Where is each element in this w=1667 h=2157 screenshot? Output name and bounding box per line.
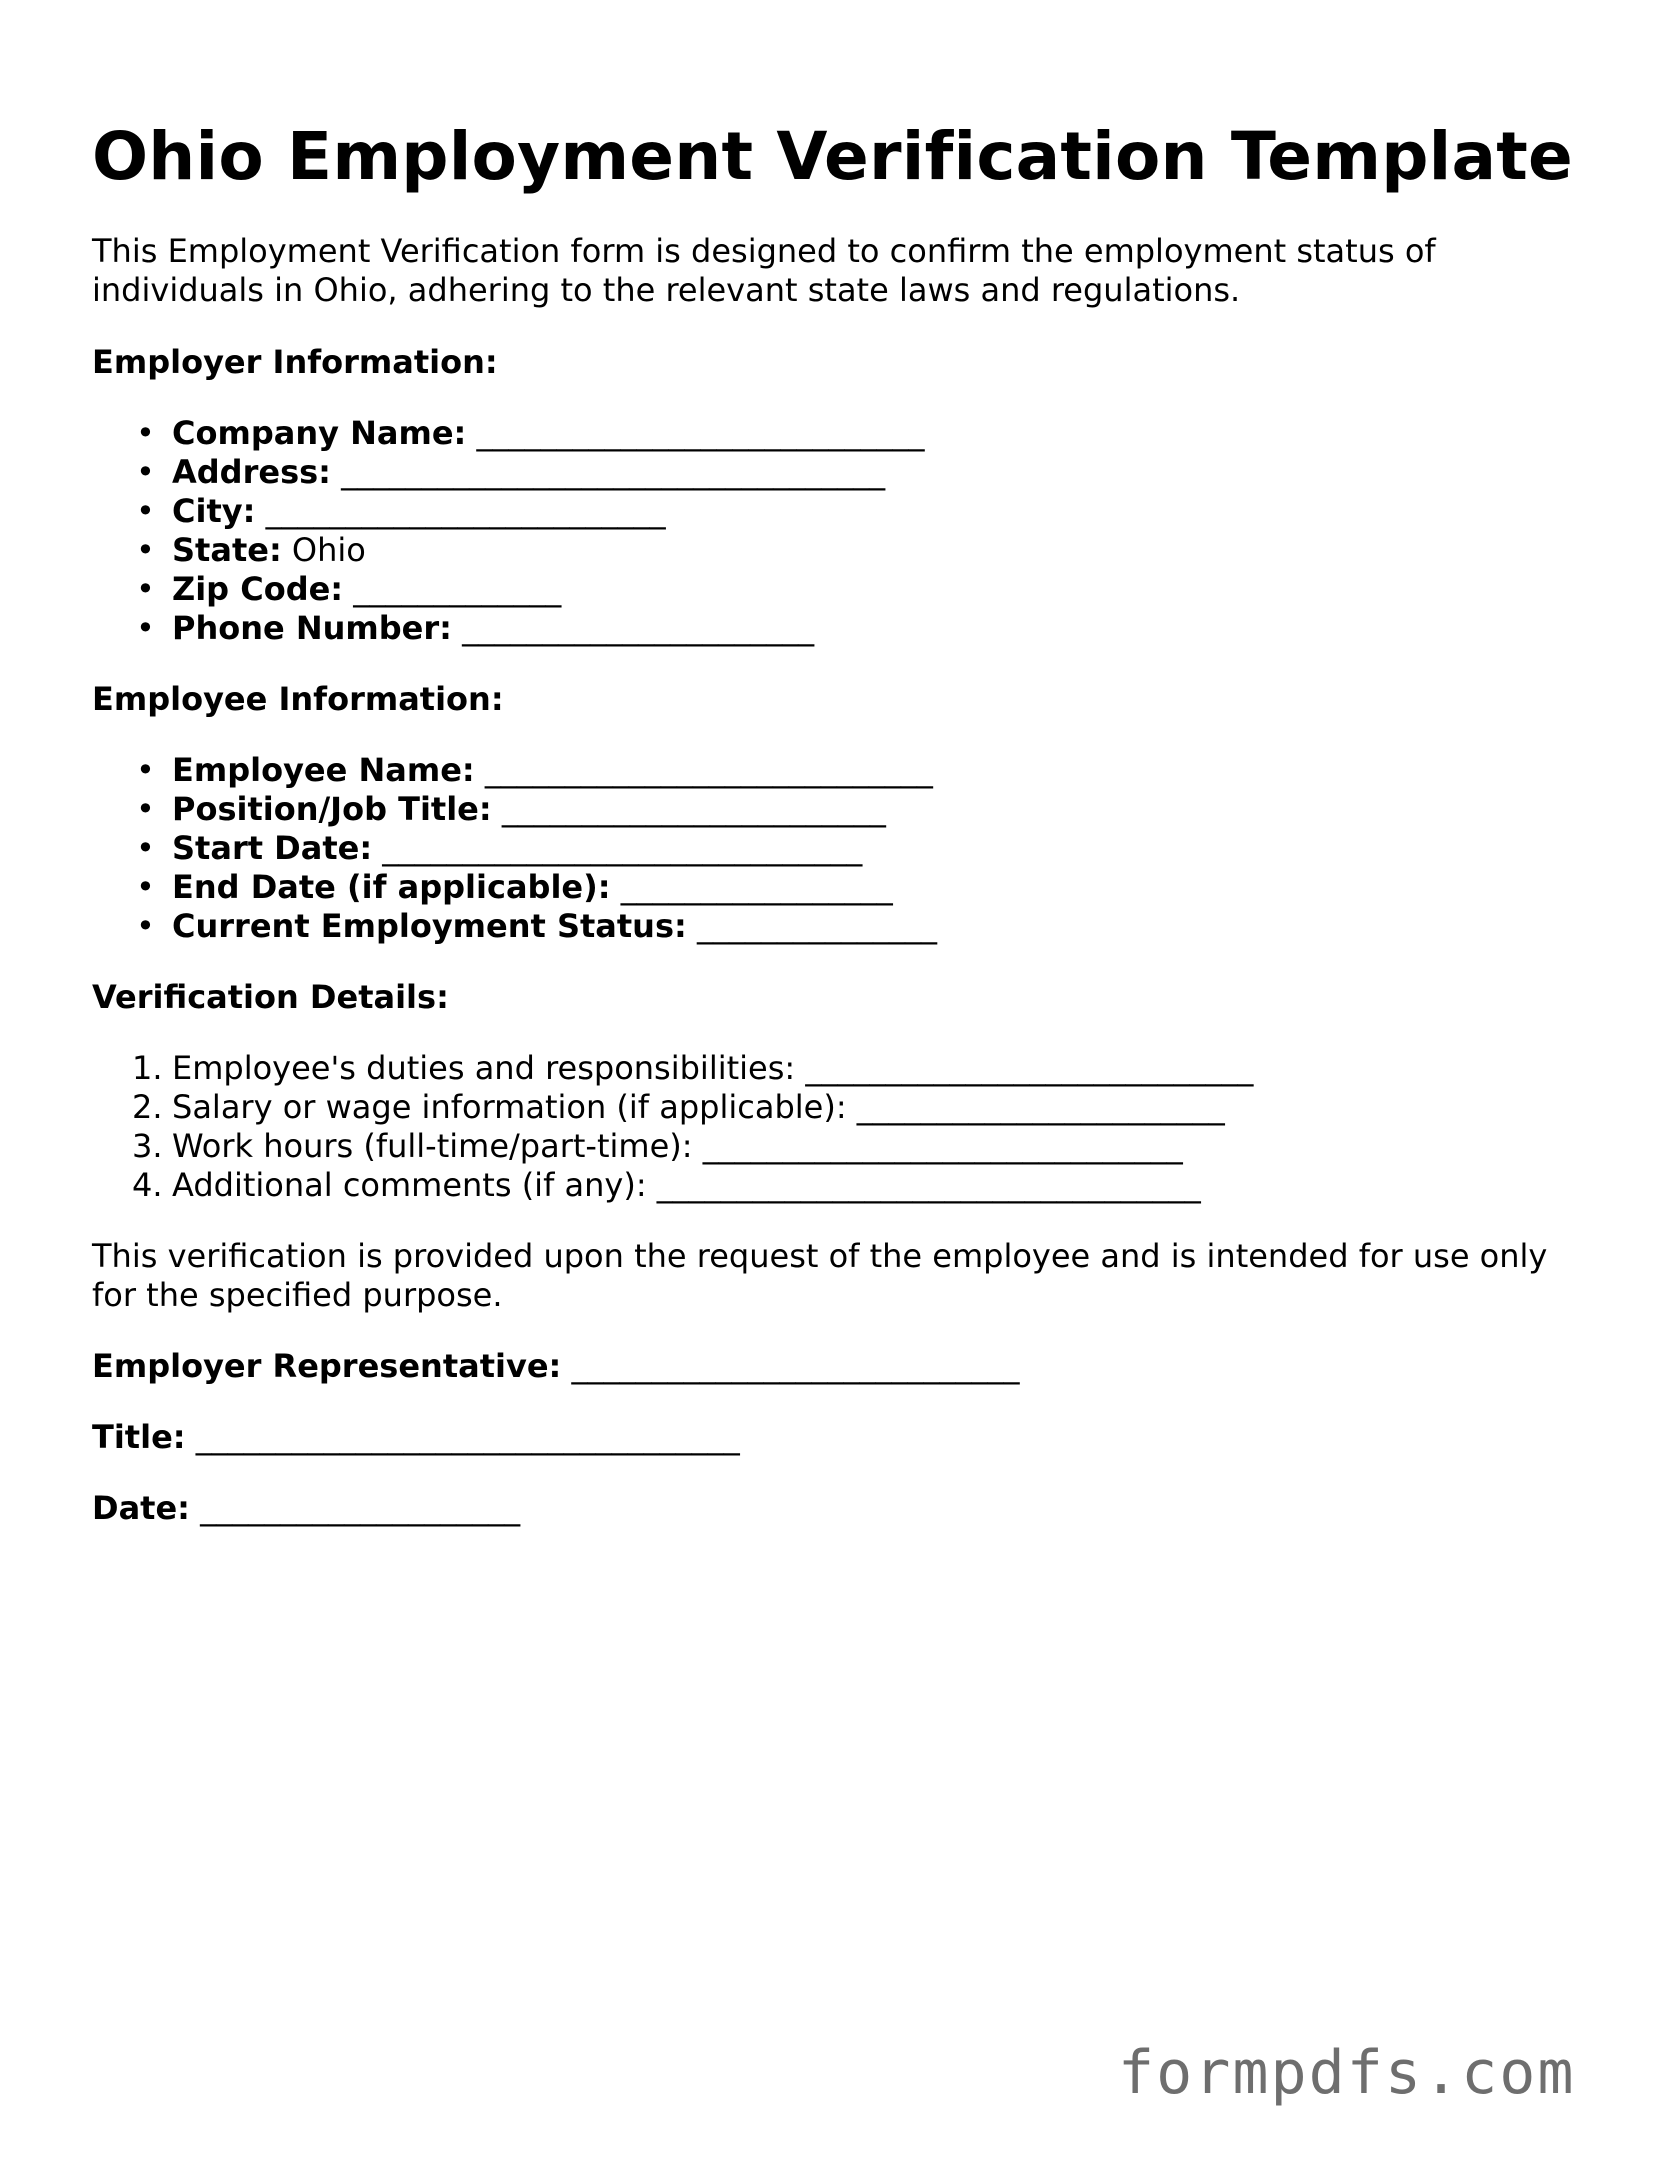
verification-heading: Verification Details: — [92, 978, 449, 1016]
state-value: Ohio — [281, 531, 366, 569]
field-blank: _________________ — [610, 868, 893, 906]
field-blank: _____________ — [343, 570, 562, 608]
employee-list — [92, 751, 1592, 946]
verification-item — [132, 1049, 1592, 1088]
date-line: Date: ____________________ — [92, 1489, 521, 1527]
field-blank: ________________________ — [491, 790, 886, 828]
bullet-icon: • — [136, 751, 155, 789]
bullet-icon: • — [136, 907, 155, 945]
field-blank: _______________ — [686, 907, 937, 945]
item-text: Employee's duties and responsibilities: ____________________________ — [172, 1049, 1254, 1087]
employee-start-date: • Start Date: ______________________________ — [136, 829, 863, 867]
document-page — [92, 112, 1592, 1528]
item-number: 1. — [132, 1049, 163, 1087]
field-blank: ______________________________ — [372, 829, 863, 867]
employer-heading: Employer Information: — [92, 343, 498, 381]
verification-item — [132, 1127, 1592, 1166]
employer-address: • Address: __________________________________ — [136, 453, 886, 491]
employee-status: • Current Employment Status: _______________ — [136, 907, 937, 945]
item-text: Work hours (full-time/part-time): ______________________________ — [172, 1127, 1183, 1165]
bullet-icon: • — [136, 790, 155, 828]
bullet-icon: • — [136, 453, 155, 491]
field-blank: __________________________________ — [185, 1418, 740, 1456]
employer-list — [92, 414, 1592, 648]
verification-item — [132, 1166, 1592, 1205]
watermark: formpdfs.com — [1118, 2038, 1576, 2108]
field-blank: ______________________ — [451, 609, 815, 647]
field-blank: ____________________________ — [474, 751, 933, 789]
title-line: Title: __________________________________ — [92, 1418, 740, 1456]
field-blank: _________________________ — [255, 492, 666, 530]
item-number: 2. — [132, 1088, 163, 1126]
page-title: Ohio Employment Verification Template — [92, 118, 1573, 195]
verification-item — [132, 1088, 1592, 1127]
representative-line: Employer Representative: ____________________________ — [92, 1347, 1020, 1385]
item-text: Salary or wage information (if applicable): _______________________ — [172, 1088, 1225, 1126]
item-number: 4. — [132, 1166, 163, 1204]
item-text: Additional comments (if any): __________________________________ — [172, 1166, 1201, 1204]
verification-list — [92, 1049, 1592, 1205]
field-blank: ____________________ — [189, 1489, 521, 1527]
bullet-icon: • — [136, 570, 155, 608]
employer-city: • City: _________________________ — [136, 492, 666, 530]
employee-name: • Employee Name: ____________________________ — [136, 751, 933, 789]
bullet-icon: • — [136, 868, 155, 906]
employer-zip-code: • Zip Code: _____________ — [136, 570, 562, 608]
item-number: 3. — [132, 1127, 163, 1165]
intro-paragraph: This Employment Verification form is designed to confirm the employment status of individuals in Ohio, adhering to the relevant state laws and regulations. — [92, 232, 1436, 309]
field-blank: ____________________________ — [561, 1347, 1020, 1385]
bullet-icon: • — [136, 829, 155, 867]
employee-heading: Employee Information: — [92, 680, 504, 718]
employee-end-date: • End Date (if applicable): _________________ — [136, 868, 893, 906]
closing-paragraph: This verification is provided upon the request of the employee and is intended for use only for the specified purpose. — [92, 1237, 1548, 1314]
employer-state: • State: Ohio — [136, 531, 366, 569]
bullet-icon: • — [136, 531, 155, 569]
bullet-icon: • — [136, 414, 155, 452]
employer-company-name: • Company Name: ____________________________ — [136, 414, 925, 452]
field-blank: __________________________________ — [330, 453, 886, 491]
employer-phone-number: • Phone Number: ______________________ — [136, 609, 815, 647]
employee-position: • Position/Job Title: ________________________ — [136, 790, 886, 828]
field-blank: ____________________________ — [466, 414, 925, 452]
bullet-icon: • — [136, 492, 155, 530]
bullet-icon: • — [136, 609, 155, 647]
